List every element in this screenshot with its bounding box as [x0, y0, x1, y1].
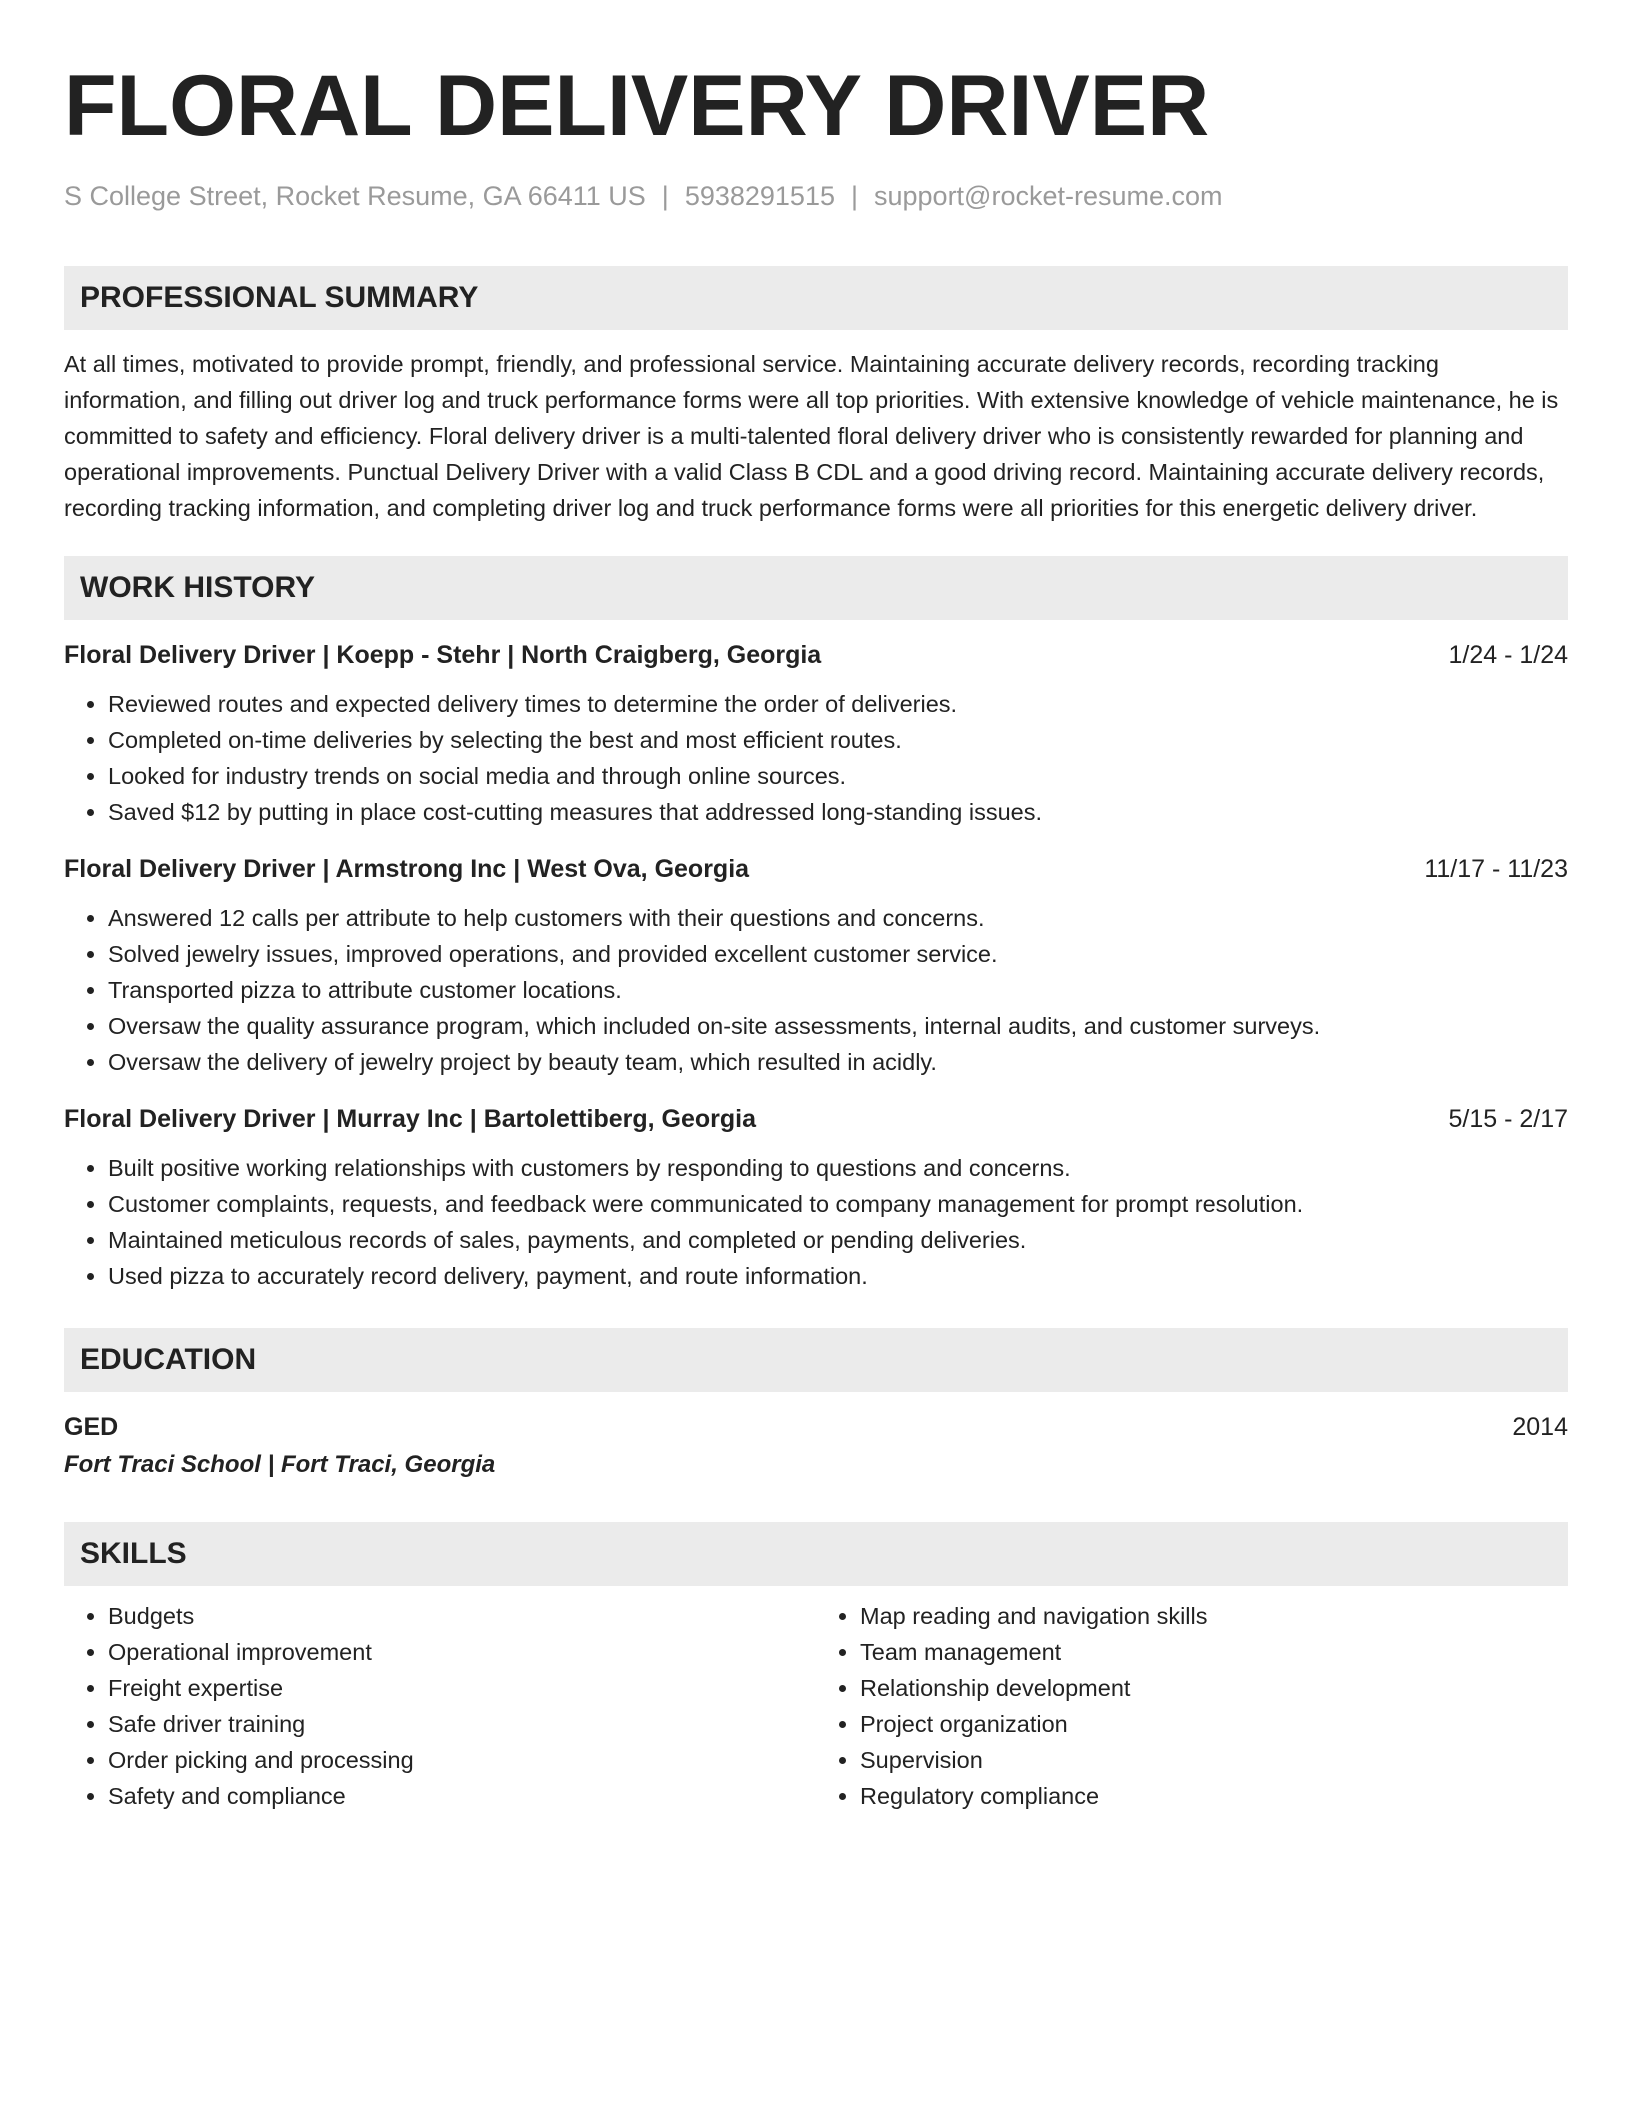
- skill-item: • Team management: [860, 1634, 1568, 1670]
- contact-address: S College Street, Rocket Resume, GA 66411 US: [64, 181, 646, 211]
- education-school: Fort Traci School | Fort Traci, Georgia: [64, 1451, 496, 1478]
- job-dates: 11/17 - 11/23: [1424, 855, 1568, 883]
- job-bullet: • Solved jewelry issues, improved operations, and provided excellent customer service.: [108, 936, 1568, 972]
- job-bullets: [64, 1150, 1568, 1294]
- job-bullet: • Customer complaints, requests, and feedback were communicated to company management for prompt resolution.: [108, 1186, 1568, 1222]
- summary-text: At all times, motivated to provide prompt, friendly, and professional service. Maintaining accurate delivery records, recording tracking information, and filling out driver log and truck performance forms were all top priorities. With extensive knowledge of vehicle maintenance, he is committed to safety and efficiency. Floral delivery driver is a multi-talented floral delivery driver who is consistently rewarded for planning and operational improvements. Punctual Delivery Driver with a valid Class B CDL and a good driving record. Maintaining accurate delivery records, recording tracking information, and completing driver log and truck performance forms were all priorities for this energetic delivery driver.: [64, 351, 1559, 521]
- contact-line: [64, 178, 1568, 214]
- job-bullets: [64, 900, 1568, 1080]
- job-bullet: • Looked for industry trends on social media and through online sources.: [108, 758, 1568, 794]
- job-bullet: • Oversaw the delivery of jewelry project by beauty team, which resulted in acidly.: [108, 1044, 1568, 1080]
- job-bullet: • Transported pizza to attribute customer locations.: [108, 972, 1568, 1008]
- education-year: 2014: [1512, 1413, 1568, 1441]
- skill-item: • Operational improvement: [108, 1634, 816, 1670]
- job-bullets: [64, 686, 1568, 830]
- job-bullet: • Oversaw the quality assurance program, which included on-site assessments, internal audits, and customer surveys.: [108, 1008, 1568, 1044]
- job-bullet: • Maintained meticulous records of sales, payments, and completed or pending deliveries.: [108, 1222, 1568, 1258]
- work-history-list: [64, 638, 1568, 1294]
- job-bullet: • Answered 12 calls per attribute to help customers with their questions and concerns.: [108, 900, 1568, 936]
- skill-item: • Map reading and navigation skills: [860, 1598, 1568, 1634]
- job-bullet: • Completed on-time deliveries by selecting the best and most efficient routes.: [108, 722, 1568, 758]
- skill-item: • Project organization: [860, 1706, 1568, 1742]
- job-dates: 5/15 - 2/17: [1448, 1105, 1568, 1133]
- job-bullet: • Reviewed routes and expected delivery times to determine the order of deliveries.: [108, 686, 1568, 722]
- job-entry: [64, 1102, 1568, 1294]
- skill-item: • Relationship development: [860, 1670, 1568, 1706]
- contact-separator: |: [850, 181, 858, 211]
- resume-name: FLORAL DELIVERY DRIVER: [64, 58, 1210, 154]
- education-entry: [64, 1410, 1568, 1482]
- section-header-work-history: WORK HISTORY: [64, 556, 1568, 620]
- job-bullet: • Built positive working relationships with customers by responding to questions and concerns.: [108, 1150, 1568, 1186]
- skill-item: • Budgets: [108, 1598, 816, 1634]
- job-dates: 1/24 - 1/24: [1448, 641, 1568, 669]
- skill-item: • Safe driver training: [108, 1706, 816, 1742]
- section-header-education: EDUCATION: [64, 1328, 1568, 1392]
- section-header-skills: SKILLS: [64, 1522, 1568, 1586]
- skill-item: • Freight expertise: [108, 1670, 816, 1706]
- job-entry: [64, 638, 1568, 830]
- job-entry: [64, 852, 1568, 1080]
- contact-phone: 5938291515: [684, 181, 835, 211]
- skill-item: • Supervision: [860, 1742, 1568, 1778]
- job-bullet: • Used pizza to accurately record delivery, payment, and route information.: [108, 1258, 1568, 1294]
- section-header-summary: PROFESSIONAL SUMMARY: [64, 266, 1568, 330]
- job-title: Floral Delivery Driver | Koepp - Stehr | North Craigberg, Georgia: [64, 641, 822, 669]
- skill-item: • Safety and compliance: [108, 1778, 816, 1814]
- contact-separator: |: [661, 181, 669, 211]
- job-bullet: • Saved $12 by putting in place cost-cutting measures that addressed long-standing issues.: [108, 794, 1568, 830]
- skills-column-left: [64, 1598, 816, 1814]
- skills-list: [64, 1598, 1568, 1814]
- job-title: Floral Delivery Driver | Murray Inc | Bartolettiberg, Georgia: [64, 1105, 756, 1133]
- skill-item: • Order picking and processing: [108, 1742, 816, 1778]
- contact-email: support@rocket-resume.com: [874, 181, 1223, 211]
- skill-item: • Regulatory compliance: [860, 1778, 1568, 1814]
- skills-column-right: [816, 1598, 1568, 1814]
- education-degree: GED: [64, 1413, 119, 1441]
- job-title: Floral Delivery Driver | Armstrong Inc | West Ova, Georgia: [64, 855, 750, 883]
